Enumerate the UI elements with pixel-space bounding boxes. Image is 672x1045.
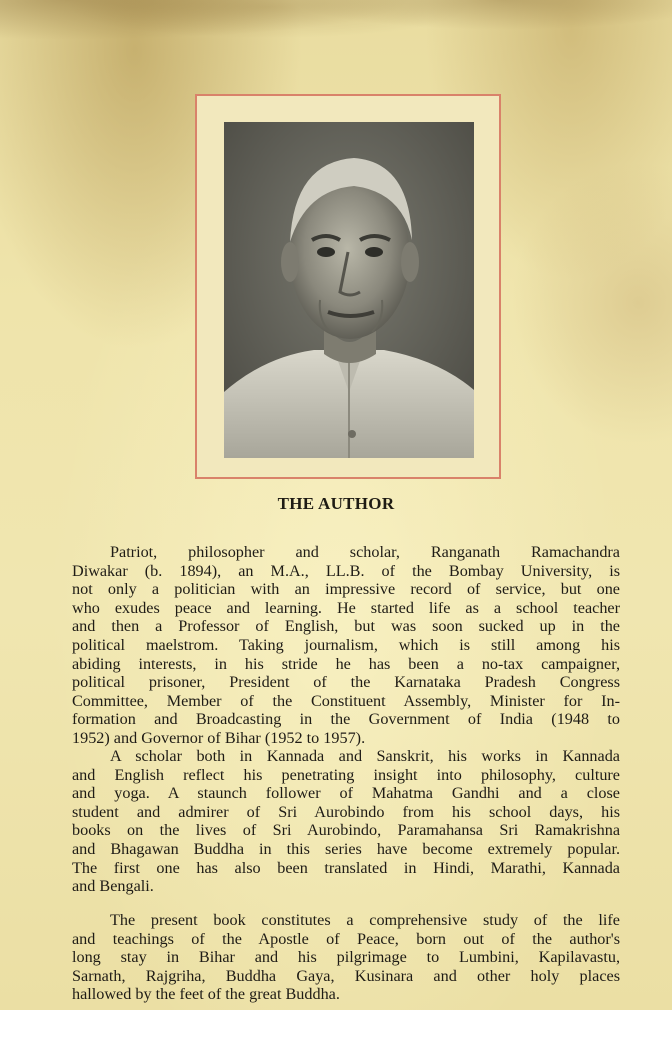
text-line: Patriot, philosopher and scholar, Ranganath Ramachandra — [110, 543, 620, 561]
author-portrait-image — [224, 122, 474, 458]
author-portrait — [224, 122, 474, 458]
text-line: hallowed by the feet of the great Buddha. — [72, 985, 340, 1004]
text-line: and yoga. A staunch follower of Mahatma Gandhi and a close — [72, 784, 620, 803]
text-line: Committee, Member of the Constituent Assembly, Minister for In- — [72, 691, 620, 710]
text-line: long stay in Bihar and his pilgrimage to Lumbini, Kapilavastu, — [72, 948, 620, 967]
text-line: student and admirer of Sri Aurobindo from his school days, his — [72, 802, 620, 821]
author-photo-frame — [195, 94, 501, 479]
text-line: books on the lives of Sri Aurobindo, Paramahansa Sri Ramakrishna — [72, 821, 620, 840]
text-line: political maelstrom. Taking journalism, which is still among his — [72, 635, 620, 654]
text-line: Diwakar (b. 1894), an M.A., LL.B. of the Bombay University, is — [72, 561, 620, 580]
text-line: and English reflect his penetrating insight into philosophy, culture — [72, 765, 620, 784]
text-line: and then a Professor of English, but was soon sucked up in the — [72, 617, 620, 636]
paper-stain — [0, 0, 672, 70]
text-line: who exudes peace and learning. He started life as a school teacher — [72, 598, 620, 617]
text-line: A scholar both in Kannada and Sanskrit, his works in Kannada — [110, 747, 620, 765]
bio-paragraph-2 — [72, 747, 620, 896]
text-line: and Bhagawan Buddha in this series have become extremely popular. — [72, 839, 620, 858]
section-heading: THE AUTHOR — [277, 494, 395, 513]
text-line: and Bengali. — [72, 877, 154, 896]
text-line: political prisoner, President of the Karnataka Pradesh Congress — [72, 673, 620, 692]
bio-paragraph-3 — [72, 911, 620, 1004]
text-line: 1952) and Governor of Bihar (1952 to 1957). — [72, 728, 366, 747]
bio-paragraph-1 — [72, 543, 620, 748]
text-line: Sarnath, Rajgriha, Buddha Gaya, Kusinara and other holy places — [72, 966, 620, 985]
text-line: The present book constitutes a comprehensive study of the life — [110, 911, 620, 929]
text-line: formation and Broadcasting in the Government of India (1948 to — [72, 710, 620, 729]
text-line: The first one has also been translated in Hindi, Marathi, Kannada — [72, 858, 620, 877]
text-line: abiding interests, in his stride he has been a no-tax campaigner, — [72, 654, 620, 673]
text-line: not only a politician with an impressive record of service, but one — [72, 580, 620, 599]
text-line: and teachings of the Apostle of Peace, born out of the author's — [72, 929, 620, 948]
